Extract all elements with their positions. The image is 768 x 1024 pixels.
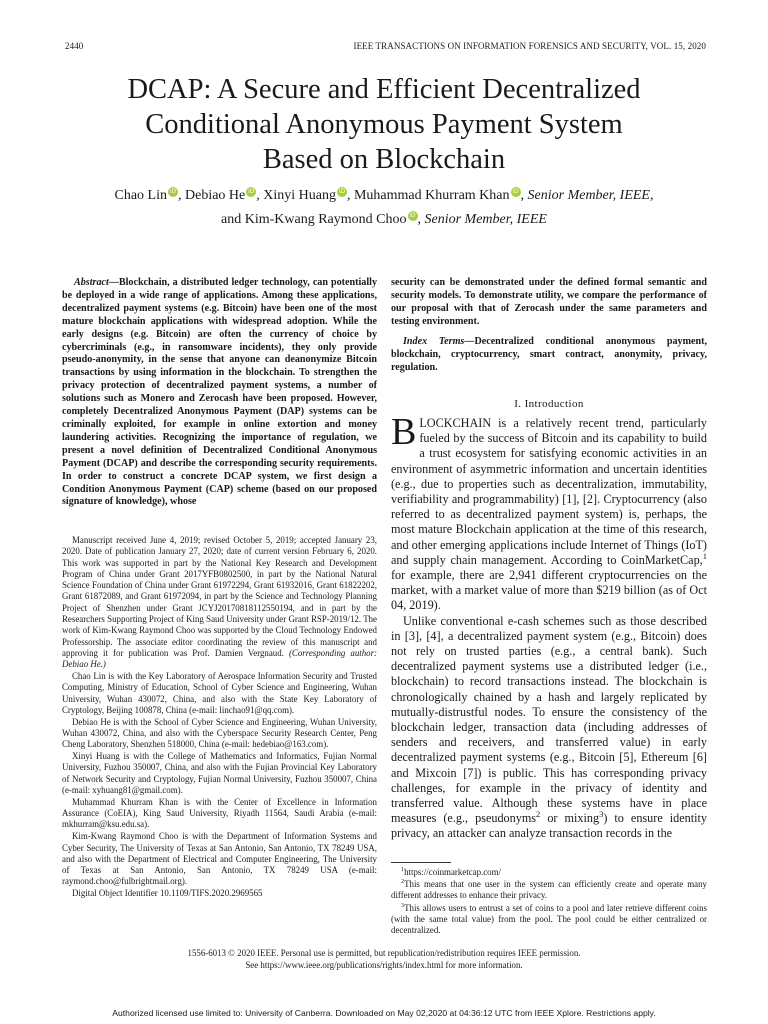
orcid-icon[interactable]: iD bbox=[512, 188, 519, 196]
author-conjunction: and bbox=[221, 212, 245, 227]
drop-cap: B bbox=[391, 411, 417, 453]
paragraph: Unlike conventional e-cash schemes such as those described in [3], [4], a decentralized payment system (e.g., Bitcoin) does not rely on trusted parties (e.g., a central bank). Such decentralized payment systems use a distributed ledger (i.e., blockchain) to record transactions instead. The blockchain is chronologically chained by a hash and largely replicated by mutually-distrustful nodes. To ensure the consistency of the blockchain ledger, transaction data (including addresses of senders and receivers, and transferred value) in early decentralized payment systems (e.g., Bitcoin [5], Ethereum [6] and Mixcoin [7]) is public. This has corresponding privacy challenges, for example in the privacy of identity and transferred value. Although these systems have in place measures (e.g., pseudonyms$^2$ or mixing$^3$) to ensure identity privacy, an attacker can analyze transaction records in the bbox=[391, 613, 707, 841]
title-line: DCAP: A Secure and Efficient Decentralized bbox=[127, 74, 641, 105]
author-name: Kim-Kwang Raymond Choo bbox=[244, 212, 407, 227]
orcid-icon[interactable]: iD bbox=[248, 188, 255, 196]
introduction-body bbox=[391, 411, 707, 842]
corresponding-author: (Corresponding author: Debiao He.) bbox=[62, 647, 378, 670]
abstract-continued: security can be demonstrated under the defined formal semantic and security models. To demonstrate utility, we compare the performance of our proposal with that of Zerocash under the same parameters and testing environment. bbox=[391, 277, 707, 327]
index-terms bbox=[391, 336, 707, 375]
footnote: $^3$This allows users to entrust a set of coins to a pool and later retrieve different coins (with the same total value) from the pool. The pool could be either centralized or decentralized. bbox=[391, 901, 707, 936]
abstract-label: Abstract— bbox=[74, 277, 119, 288]
orcid-icon[interactable]: iD bbox=[338, 188, 346, 196]
title-line: Based on Blockchain bbox=[262, 144, 506, 175]
page-number: 2440 bbox=[65, 41, 84, 51]
index-terms-text: Decentralized conditional anonymous payment, blockchain, cryptocurrency, smart contract, anonymity, privacy, regulation. bbox=[391, 336, 707, 373]
note-affiliation: Xinyi Huang is with the College of Mathematics and Informatics, Fujian Normal University, Fuzhou 350007, China, and also with the Fujian Provincial Key Laboratory of Network Security and Cryptology, Fujian Normal University, Fuzhou 350007, China (e-mail: xyhuang81@gmail.com). bbox=[62, 751, 377, 796]
footnote-ref[interactable]: 1 bbox=[702, 550, 707, 561]
footnote: $^1$https://coinmarketcap.com/ bbox=[401, 866, 501, 877]
author-role: Senior Member, IEEE bbox=[424, 212, 547, 227]
journal-name: IEEE TRANSACTIONS ON INFORMATION FORENSICS AND SECURITY, VOL. 15, 2020 bbox=[353, 41, 706, 51]
note-manuscript: Manuscript received June 4, 2019; revised October 5, 2019; accepted January 23, 2020. Date of publication January 27, 2020; date of current version February 6, 2020. This work was supported in part by the National Key Research and Development Program of China under Grant 2017YFB0802500, in part by the National Natural Science Foundation of China under Grant 61972294, Grant 61932016, Grant 61822202, Grant 61872089, and Grant 61972094, in part by the Science and Technology Planning Project of Shenzhen under Grant JCYJ20170818112550194, and in part by the Researchers Supporting Project of King Saud University under Grant RSP-2019/12. The work of Kim-Kwang Raymond Choo was supported by the Cloud Technology Endowed Professorship. The associate editor coordinating the review of this manuscript and approving it for publication was Prof. Damien Vergnaud. (Corresponding author: Debiao He.) bbox=[62, 535, 378, 670]
abstract-text: Blockchain, a distributed ledger technology, can potentially be deployed in a wide range of applications. Among these applications, decentralized payment systems (e.g. Bitcoin) have been one of the most mature blockchain applications with widespread adoption. While the early designs (e.g. Bitcoin) are often the currency of choice by cybercriminals (e.g., in ransomware incidents), they only provide pseudo-anonymity, in the sense that anyone can deanonymize Bitcoin transactions by using information in the blockchain. To strengthen the privacy protection of decentralized payment systems, a number of solutions such as Monero and Zerocash have been proposed. However, completely Decentralized Anonymous Payment (DAP) systems can be criminally exploited, for example in online extortion and money laundering activities. Recognizing the importance of regulation, we present a novel definition of Decentralized Conditional Anonymous Payment (DCAP) and describe the corresponding security requirements. In order to construct a concrete DCAP system, we first design a Condition Anonymous Payment (CAP) scheme (based on our proposed signature of knowledge), whose bbox=[62, 277, 377, 508]
title-line: Conditional Anonymous Payment System bbox=[145, 109, 623, 140]
paper-title bbox=[60, 72, 708, 177]
footnote-ref[interactable]: 2 bbox=[536, 809, 541, 820]
author-role: Senior Member, IEEE bbox=[527, 188, 650, 203]
footnote: $^2$This means that one user in the system can efficiently create and operate many different addresses to enhance their privacy. bbox=[391, 878, 707, 901]
footnote-divider bbox=[391, 862, 451, 863]
footnote-ref[interactable]: 3 bbox=[599, 809, 604, 820]
doi: Digital Object Identifier 10.1109/TIFS.2020.2969565 bbox=[72, 888, 263, 899]
footnotes bbox=[391, 867, 707, 937]
abstract bbox=[62, 277, 377, 509]
note-affiliation: Chao Lin is with the Key Laboratory of Aerospace Information Security and Trusted Computing, Ministry of Education, School of Cyber Science and Engineering, Wuhan University, Wuhan 430072, China, and also with the State Key Laboratory of Cryptology, Beijing 100878, China (e-mail: linchao91@qq.com). bbox=[62, 671, 377, 715]
index-terms-label: Index Terms— bbox=[403, 336, 475, 347]
rights-link[interactable]: See https://www.ieee.org/publications/rights/index.html for more information. bbox=[245, 959, 523, 970]
copyright-notice: 1556-6013 © 2020 IEEE. Personal use is permitted, but republication/redistribution requires IEEE permission. See https://www.ieee.org/publications/rights/index.html for more information. bbox=[60, 948, 708, 971]
author-line: and Kim-Kwang Raymond Choo iD , Senior Member, IEEE bbox=[221, 212, 547, 227]
author-name: Muhammad Khurram Khan bbox=[353, 188, 510, 203]
author-notes bbox=[62, 535, 377, 900]
note-affiliation: Kim-Kwang Raymond Choo is with the Department of Information Systems and Cyber Security, The University of Texas at San Antonio, San Antonio, TX 78249 USA, and also with the Department of Electrical and Computer Engineering, The University of Texas at San Antonio, San Antonio, TX 78249 USA (e-mail: raymond.choo@fulbrightmail.org). bbox=[62, 831, 377, 887]
note-affiliation: Debiao He is with the School of Cyber Science and Engineering, Wuhan University, Wuhan 430072, China, and also with the Cyberspace Security Research Center, Peng Cheng Laboratory, Shenzhen 518000, China (e-mail: hedebiao@163.com). bbox=[62, 716, 377, 750]
footnote-link[interactable]: https://coinmarketcap.com/ bbox=[404, 867, 501, 877]
orcid-icon[interactable]: iD bbox=[409, 212, 416, 220]
section-heading: I. Introduction bbox=[514, 398, 584, 410]
author-name: Debiao He bbox=[185, 188, 246, 203]
author-line: Chao Lin iD , Debiao He iD , Xinyi Huang iD , Muhammad Khurram Khan iD , Senior Member, IEEE, bbox=[114, 188, 654, 203]
author-name: Xinyi Huang bbox=[263, 188, 336, 203]
note-affiliation: Muhammad Khurram Khan is with the Center of Excellence in Information Assurance (CoEIA), King Saud University, Riyadh 11564, Saudi Arabia (e-mail: mkhurram@ksu.edu.sa). bbox=[62, 796, 377, 830]
paragraph: BLOCKCHAIN is a relatively recent trend, particularly fueled by the success of Bitcoin and its capability to build a trust ecosystem for satisfying economic activities in an environment of asymmetric information and uncertain identities (e.g., due to properties such as decentralization, immutability, verifiability and programmability) [1], [2]. Cryptocurrency (also referred to as decentralized payment system) is, perhaps, the most mature Blockchain application at the time of this research, and other emerging applications include Internet of Things (IoT) and supply chain management. According to CoinMarketCap,$^1$ for example, there are 2,941 different cryptocurrencies on the market, with a market value of more than $219 billion (as of Oct 04, 2019). bbox=[391, 411, 707, 613]
author-name: Chao Lin bbox=[114, 188, 167, 203]
license-banner: Authorized licensed use limited to: University of Canberra. Downloaded on May 02,2020 at 04:36:12 UTC from IEEE Xplore. Restrictions apply. bbox=[112, 1008, 656, 1018]
orcid-icon[interactable]: iD bbox=[169, 188, 177, 196]
